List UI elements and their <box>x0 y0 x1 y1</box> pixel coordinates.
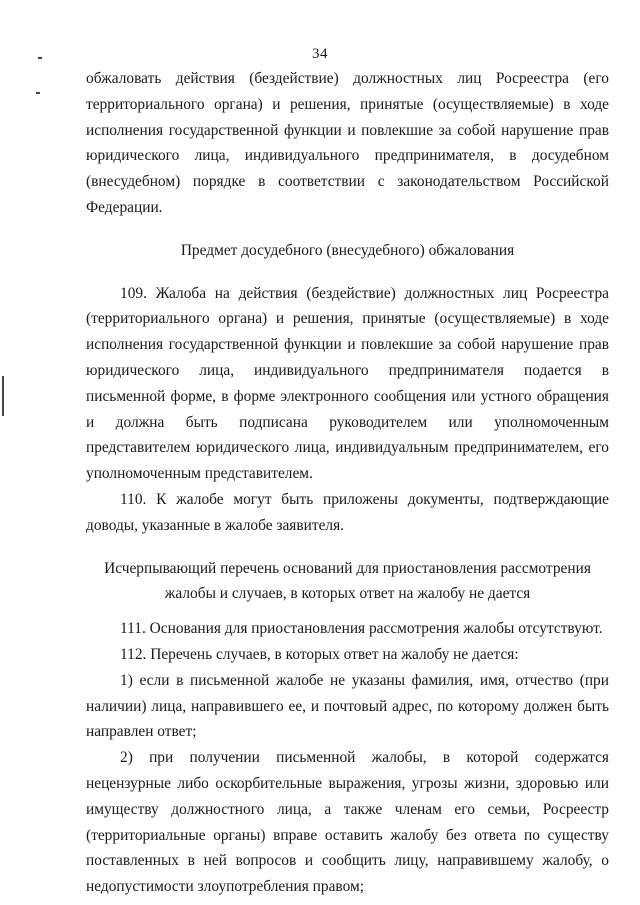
section-heading-grounds-line2: жалобы и случаев, в которых ответ на жалобу не дается <box>164 585 531 603</box>
document-body <box>86 66 609 900</box>
list-item-2: 2) при получении письменной жалобы, в которой содержатся нецензурные либо оскорбительные выражения, угрозы жизни, здоровью или имуществу должностного лица, а также членам его семьи, Росреестр (территориальные органы) вправе оставить жалобу без ответа по существу поставленных в ней вопросов и сообщить лицу, направившему жалобу, о недопустимости злоупотребления правом; <box>86 749 609 896</box>
paragraph-112: 112. Перечень случаев, в которых ответ на жалобу не дается: <box>120 645 519 663</box>
section-heading-grounds-line1: Исчерпывающий перечень оснований для приостановления рассмотрения <box>104 559 591 577</box>
section-heading-appeal-subject: Предмет досудебного (внесудебного) обжалования <box>180 241 515 259</box>
paragraph-continuation: обжаловать действия (бездействие) должностных лиц Росреестра (его территориального органа) и решения, принятые (осуществляемые) в ходе исполнения государственной функции и повлекшие за собой нарушение прав юридического лица, индивидуального предпринимателя, в досудебном (внесудебном) порядке в соответствии с законодательством Российской Федерации. <box>86 70 609 216</box>
paragraph-110: 110. К жалобе могут быть приложены документы, подтверждающие доводы, указанные в жалобе заявителя. <box>86 490 609 534</box>
list-item-1: 1) если в письменной жалобе не указаны фамилия, имя, отчество (при наличии) лица, направившего ее, и почтовый адрес, по которому должен быть направлен ответ; <box>86 671 609 741</box>
page-number: 34 <box>312 46 328 62</box>
scan-mark-upper <box>36 92 40 94</box>
paragraph-109: 109. Жалоба на действия (бездействие) должностных лиц Росреестра (территориального органа) и решения, принятые (осуществляемые) в ходе исполнения государственной функции и повлекшие за собой нарушение прав юридического лица, индивидуального предпринимателя подается в письменной форме, в форме электронного сообщения или устного обращения и должна быть подписана руководителем или уполномоченным представителем юридического лица, индивидуальным предпринимателем, его уполномоченным представителем. <box>86 284 609 483</box>
scan-mark-left <box>2 376 4 416</box>
paragraph-111: 111. Основания для приостановления рассмотрения жалобы отсутствуют. <box>120 620 603 638</box>
